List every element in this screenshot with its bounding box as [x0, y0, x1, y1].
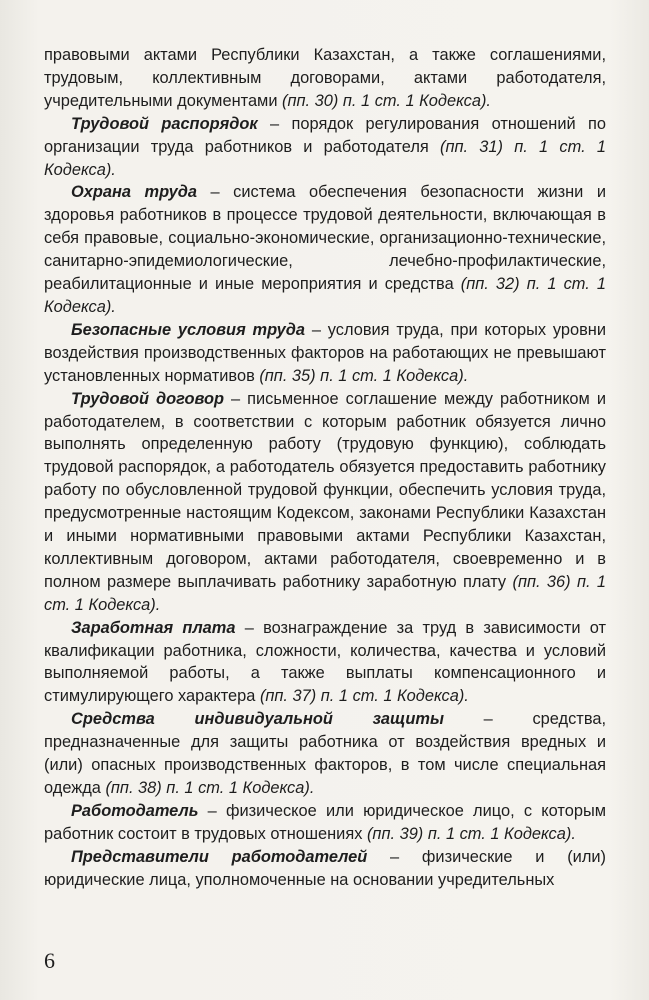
definition-paragraph — [44, 846, 606, 892]
definition-paragraph — [44, 708, 606, 800]
definition-ref: (пп. 31) п. 1 ст. 1 Кодекса). — [44, 137, 606, 179]
intro-paragraph — [44, 44, 606, 113]
definition-text: – условия труда, при которых уровни воздействия производственных факторов на работающих не превышают установленных нормативов — [44, 320, 606, 385]
definition-text: – система обеспечения безопасности жизни и здоровья работников в процессе трудовой деятельности, включающая в себя правовые, социально-экономические, организационно-технические, санитарно-эпидемиологические, лечебно-профилактические, реабилитационные и иные мероприятия и средства — [44, 183, 606, 294]
definition-term: Представители работодателей — [71, 847, 368, 866]
definition-term: Средства индивидуальной защиты — [71, 710, 444, 729]
definition-text: – порядок регулирования отношений по организации труда работников и работодателя — [44, 114, 606, 156]
page-number: 6 — [44, 948, 55, 973]
definition-ref: (пп. 32) п. 1 ст. 1 Кодекса). — [44, 275, 606, 316]
definition-paragraph — [44, 113, 606, 182]
definition-ref: (пп. 35) п. 1 ст. 1 Кодекса). — [259, 366, 469, 385]
page-body — [44, 44, 606, 892]
definition-term: Работодатель — [71, 801, 199, 820]
definition-ref: (пп. 38) п. 1 ст. 1 Кодекса). — [105, 779, 315, 797]
definition-text: – физические и (или) юридические лица, уполномоченные на основании учредительных — [44, 847, 606, 889]
definition-paragraph — [44, 319, 606, 388]
intro-ref: (пп. 30) п. 1 ст. 1 Кодекса). — [282, 91, 491, 110]
definition-paragraph — [44, 181, 606, 318]
definition-ref: (пп. 37) п. 1 ст. 1 Кодекса). — [259, 687, 469, 706]
definition-term: Охрана труда — [71, 183, 198, 202]
definition-text: – письменное соглашение между работником и работодателем, в соответствии с которым работник обязуется лично выполнять определенную работу (трудовую функцию), соблюдать трудовой распорядок, а работодатель обязуется предоставить работнику работу по обусловленной трудовой функции, обеспечить условия труда, предусмотренные настоящим Кодексом, законами Республики Казахстан и иными нормативными правовыми актами Республики Казахстан, коллективным договором, актами работодателя, своевременно и в полном размере выплачивать работнику заработную плату — [44, 389, 606, 591]
definition-ref: (пп. 36) п. 1 ст. 1 Кодекса). — [44, 572, 607, 614]
definition-text: – физическое или юридическое лицо, с которым работник состоит в трудовых отношениях — [44, 801, 606, 843]
intro-text: правовыми актами Республики Казахстан, а также соглашениями, трудовым, коллективным договорами, актами работодателя, учредительными документами — [44, 46, 606, 110]
definition-text: – вознаграждение за труд в зависимости от квалификации работника, сложности, количества, качества и условий выполняемой работы, а также выплаты компенсационного и стимулирующего характера — [44, 618, 606, 706]
definition-term: Заработная плата — [71, 618, 236, 637]
definition-term: Трудовой договор — [71, 389, 224, 408]
definition-term: Трудовой распорядок — [71, 114, 258, 133]
definition-paragraph — [44, 388, 606, 617]
definition-ref: (пп. 39) п. 1 ст. 1 Кодекса). — [366, 824, 576, 843]
definition-paragraph — [44, 617, 606, 709]
definition-text: – средства, предназначенные для защиты работника от воздействия вредных и (или) опасных производственных факторов, в том числе специальная одежда — [44, 710, 607, 797]
definition-paragraph — [44, 800, 606, 846]
definition-term: Безопасные условия труда — [71, 320, 306, 339]
